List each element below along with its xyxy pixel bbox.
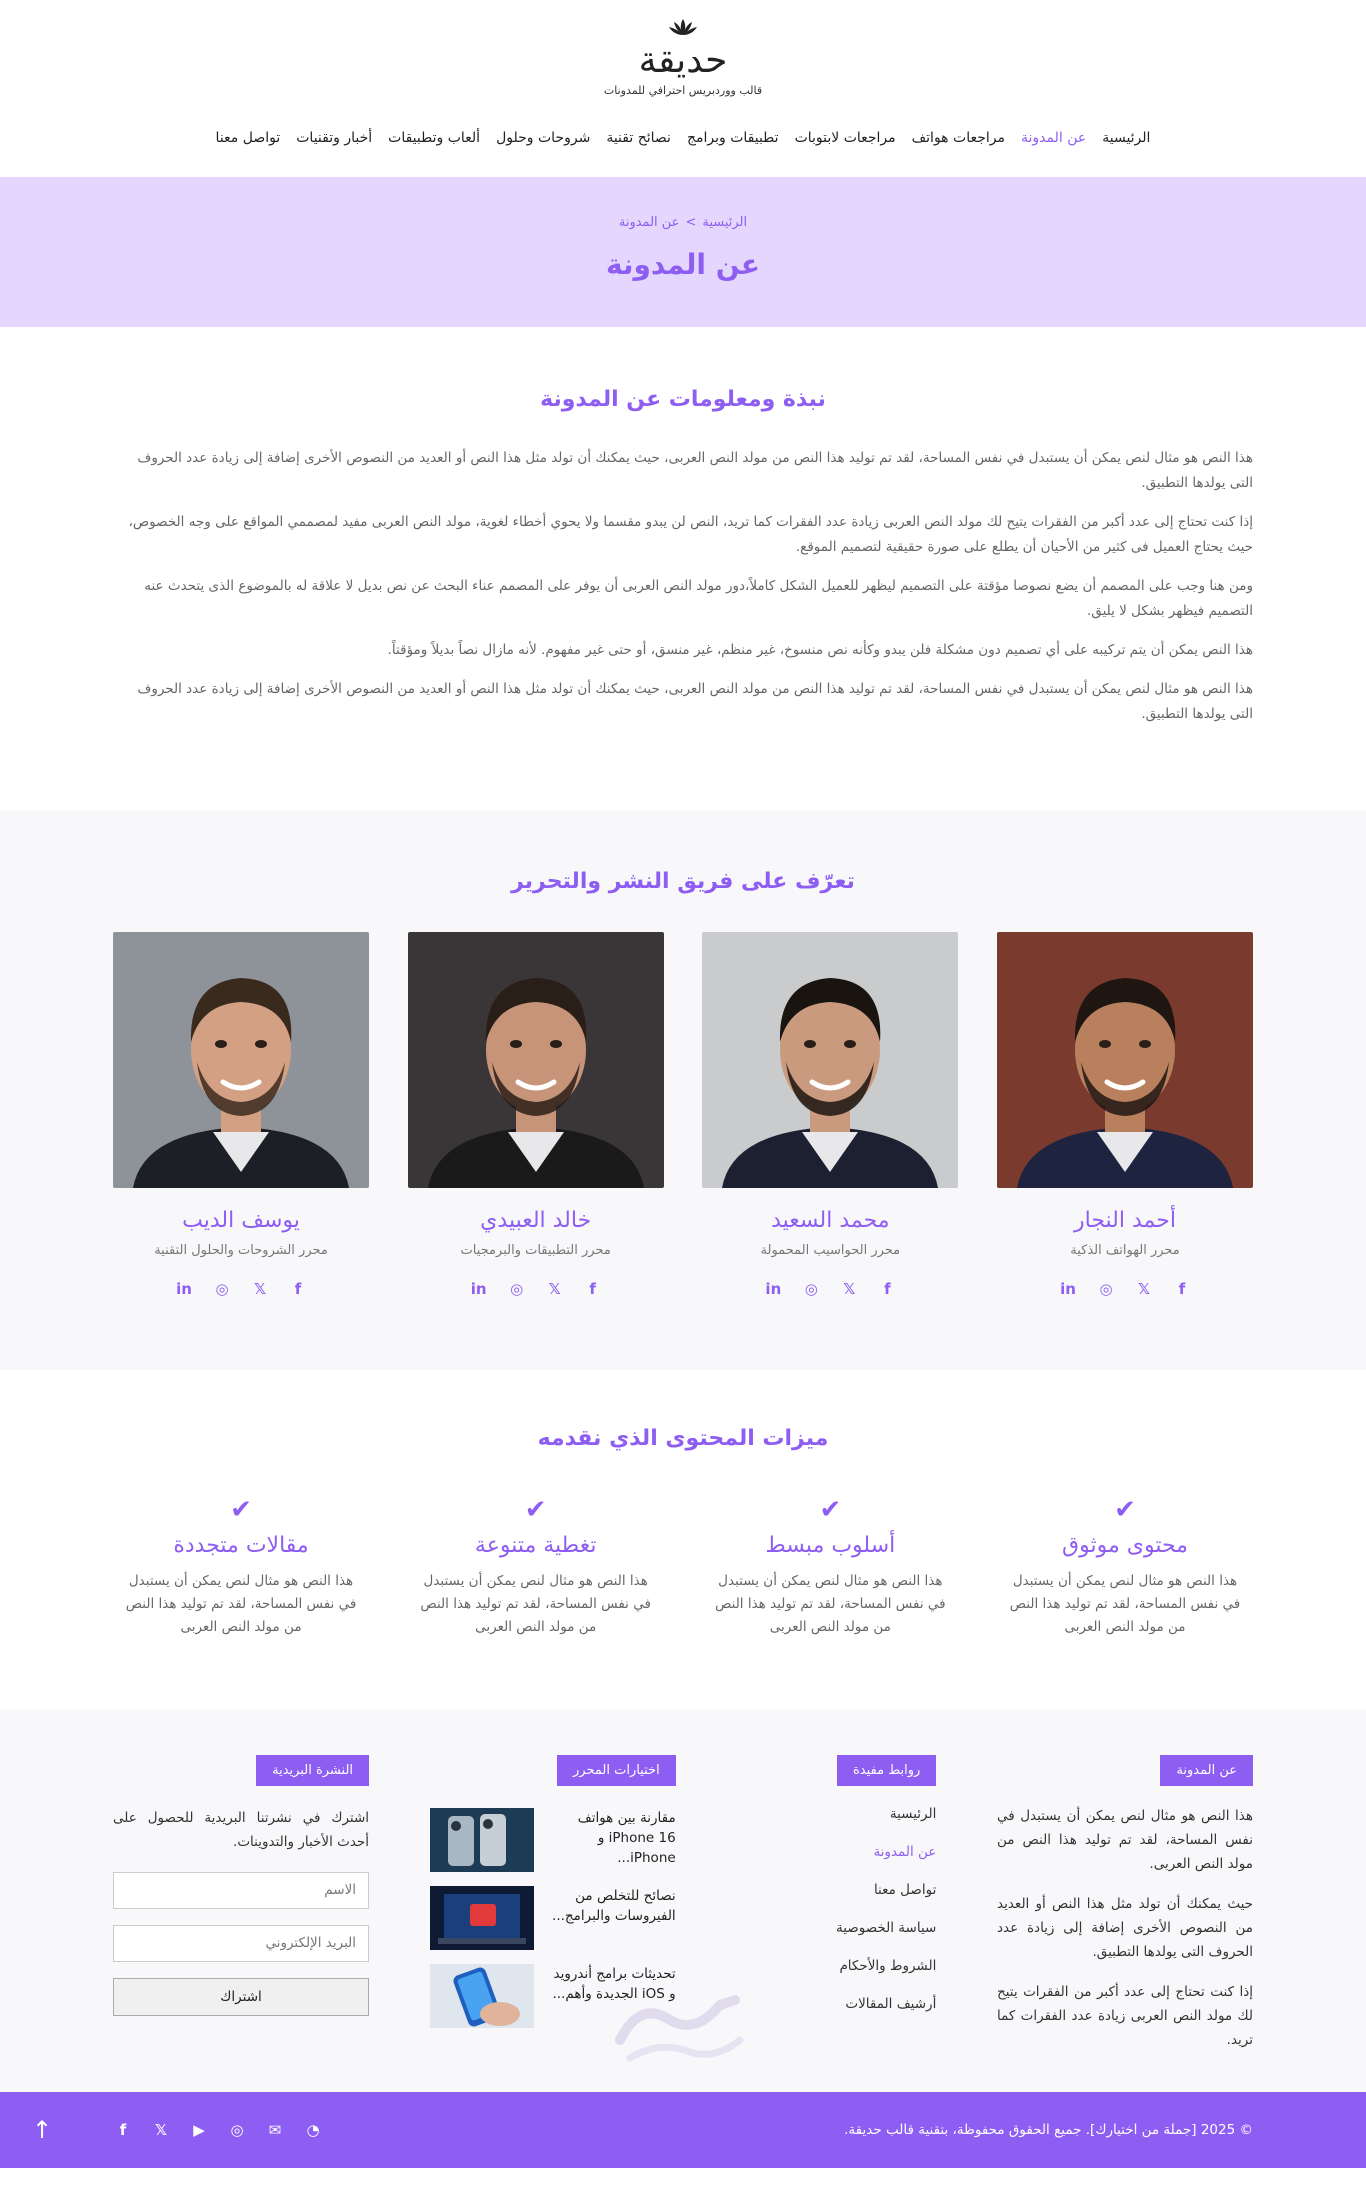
about-paragraph: هذا النص يمكن أن يتم تركيبه على أي تصميم دون مشكلة فلن يبدو وكأنه نص منسوخ، غير منظم، غير منسق، أو حتى غير مفهوم. لأنه مازال نصاً بديلاً ومؤقتاً.	[387, 642, 1253, 658]
portrait-image	[997, 932, 1253, 1188]
editor-pick-title[interactable]: تحديثات برامج أندرويد و iOS الجديدة وأهم...	[552, 1966, 676, 2002]
footer-link[interactable]: عن المدونة	[873, 1844, 937, 1860]
laptop-thumbnail-image	[430, 1886, 534, 1950]
breadcrumb-home-link[interactable]: الرئيسية	[702, 215, 748, 230]
footer-link[interactable]: أرشيف المقالات	[845, 1996, 937, 2012]
portrait-image	[113, 932, 369, 1188]
footer-link[interactable]: الشروط والأحكام	[839, 1958, 937, 1974]
instagram-icon[interactable]: ◎	[1099, 1280, 1113, 1298]
nav-item[interactable]: الرئيسية	[1102, 130, 1151, 146]
editor-pick-title[interactable]: نصائح للتخلص من الفيروسات والبرامج...	[552, 1888, 676, 1924]
rss-icon[interactable]: ◔	[306, 2121, 320, 2139]
feature-title: مقالات متجددة	[173, 1533, 309, 1558]
portrait-image	[408, 932, 664, 1188]
back-to-top-button[interactable]: ↑	[32, 2116, 53, 2144]
bottom-social-icons	[113, 2121, 323, 2139]
team-member-name: محمد السعيد	[771, 1208, 890, 1233]
team-member-name: أحمد النجار	[1074, 1208, 1176, 1233]
about-section	[0, 327, 1366, 811]
breadcrumb-separator: >	[685, 215, 697, 230]
footer-about-title: عن المدونة	[1160, 1755, 1253, 1786]
about-paragraph: إذا كنت تحتاج إلى عدد أكبر من الفقرات يتيح لك مولد النص العربى زيادة عدد الفقرات كما تريد، النص لن يبدو مقسما ولا يحوي أخطاء لغوية، مولد النص العربى مفيد لمصممي المواقع على وجه الخصوص، حيث يحتاج العميل فى كثير من الأحيان أن يطلع على صورة حقيقية لتصميم الموقع.	[128, 514, 1253, 555]
check-icon: ✔	[524, 1495, 547, 1525]
page-hero	[0, 177, 1366, 327]
instagram-icon[interactable]: ◎	[510, 1280, 524, 1298]
mail-icon[interactable]: ✉	[268, 2121, 282, 2139]
logo-tagline: قالب ووردبريس احترافي للمدونات	[603, 84, 763, 97]
footer-about-paragraph: هذا النص هو مثال لنص يمكن أن يستبدل في نفس المساحة، لقد تم توليد هذا النص من مولد النص العربى.	[997, 1808, 1253, 1872]
team-member-card	[113, 932, 369, 1298]
linkedin-icon[interactable]: in	[765, 1280, 782, 1298]
newsletter-name-input[interactable]: الاسم	[113, 1872, 369, 1909]
facebook-icon[interactable]: f	[119, 2121, 127, 2139]
features-section	[0, 1370, 1366, 1709]
team-member-socials	[408, 1280, 664, 1298]
team-member-card	[997, 932, 1253, 1298]
about-paragraph: هذا النص هو مثال لنص يمكن أن يستبدل في نفس المساحة، لقد تم توليد هذا النص من مولد النص العربى، حيث يمكنك أن تولد مثل هذا النص أو العديد من النصوص الأخرى إضافة إلى زيادة عدد الحروف التى يولدها التطبيق.	[137, 681, 1253, 722]
check-icon: ✔	[1114, 1495, 1136, 1525]
facebook-icon[interactable]: f	[294, 1280, 302, 1298]
editor-pick-thumbnail[interactable]	[430, 1886, 534, 1950]
feature-text: هذا النص هو مثال لنص يمكن أن يستبدل في نفس المساحة، لقد تم توليد هذا النص من مولد النص العربى	[1009, 1573, 1241, 1635]
portrait-image	[702, 932, 958, 1188]
editor-pick-title[interactable]: مقارنة بين هواتف iPhone 16 و iPhone...	[577, 1810, 676, 1866]
feature-title: أسلوب مبسط	[765, 1533, 896, 1558]
team-member-name: خالد العبيدي	[480, 1208, 592, 1233]
instagram-icon[interactable]: ◎	[230, 2121, 244, 2139]
footer-about-paragraph: حيث يمكنك أن تولد مثل هذا النص أو العديد من النصوص الأخرى إضافة إلى زيادة عدد الحروف التى يولدها التطبيق.	[997, 1896, 1253, 1960]
feature-card	[997, 1495, 1253, 1639]
nav-item[interactable]: تواصل معنا	[215, 130, 281, 146]
footer-link[interactable]: الرئيسية	[889, 1806, 937, 1822]
nav-item[interactable]: تطبيقات وبرامج	[686, 130, 779, 146]
team-member-photo	[113, 932, 369, 1188]
footer-about-paragraph: إذا كنت تحتاج إلى عدد أكبر من الفقرات يتيح لك مولد النص العربى زيادة عدد الفقرات كما تريد.	[997, 1984, 1253, 2048]
nav-item[interactable]: أخبار وتقنيات	[296, 130, 373, 146]
x-icon[interactable]: 𝕏	[253, 1280, 267, 1298]
footer-picks-title: اختيارات المحرر	[557, 1755, 676, 1786]
footer-about-text	[997, 1804, 1253, 2052]
nav-item[interactable]: مراجعات لابتوبات	[794, 130, 896, 146]
linkedin-icon[interactable]: in	[1060, 1280, 1076, 1298]
nav-item[interactable]: مراجعات هواتف	[911, 130, 1005, 146]
newsletter-subscribe-button[interactable]: اشتراك	[113, 1978, 369, 2016]
bottom-bar	[0, 2092, 1366, 2168]
team-member-role: محرر الشروحات والحلول التقنية	[154, 1243, 328, 1258]
about-title: نبذة ومعلومات عن المدونة	[540, 387, 826, 412]
feature-card	[113, 1495, 369, 1639]
x-icon[interactable]: 𝕏	[154, 2121, 168, 2139]
facebook-icon[interactable]: f	[884, 1280, 891, 1298]
nav-item[interactable]: ألعاب وتطبيقات	[388, 130, 481, 146]
breadcrumb-current: عن المدونة	[618, 215, 680, 230]
team-member-card	[408, 932, 664, 1298]
footer-about	[997, 1755, 1253, 2052]
feature-title: محتوى موثوق	[1062, 1533, 1188, 1558]
footer-newsletter	[113, 1755, 369, 2052]
feature-text: هذا النص هو مثال لنص يمكن أن يستبدل في نفس المساحة، لقد تم توليد هذا النص من مولد النص العربى	[125, 1573, 357, 1635]
team-member-socials	[113, 1280, 369, 1298]
check-icon: ✔	[230, 1495, 252, 1525]
facebook-icon[interactable]: f	[1178, 1280, 1186, 1298]
footer-links-title: روابط مفيدة	[837, 1755, 936, 1786]
footer-widgets	[0, 1709, 1366, 2092]
hand-phone-thumbnail-image	[430, 1964, 534, 2028]
features-grid	[113, 1495, 1253, 1639]
feature-card	[702, 1495, 958, 1639]
feature-card	[408, 1495, 664, 1639]
page-title: عن المدونة	[605, 248, 761, 281]
instagram-icon[interactable]: ◎	[215, 1280, 229, 1298]
youtube-icon[interactable]: ▶	[193, 2121, 205, 2139]
x-icon[interactable]: 𝕏	[548, 1280, 561, 1298]
nav-item[interactable]: نصائح تقنية	[606, 130, 671, 146]
watermark-logo-icon	[600, 1980, 760, 2070]
lotus-logo-icon	[668, 18, 698, 36]
footer-link[interactable]: سياسة الخصوصية	[835, 1920, 937, 1936]
newsletter-text: اشترك في نشرتنا البريدية للحصول على أحدث الأخبار والتدوينات.	[113, 1810, 370, 1850]
about-paragraph: هذا النص هو مثال لنص يمكن أن يستبدل في نفس المساحة، لقد تم توليد هذا النص من مولد النص العربى، حيث يمكنك أن تولد مثل هذا النص أو العديد من النصوص الأخرى إضافة إلى زيادة عدد الحروف التى يولدها التطبيق.	[137, 450, 1253, 491]
team-member-role: محرر الحواسيب المحمولة	[760, 1243, 901, 1258]
nav-item[interactable]: شروحات وحلول	[496, 130, 591, 146]
team-member-card	[702, 932, 958, 1298]
team-section	[0, 811, 1366, 1370]
footer-links	[736, 1755, 936, 2052]
editor-pick-item[interactable]	[430, 1886, 676, 1950]
copyright-text: © 2025 [جملة من اختيارك]. جميع الحقوق محفوظة، بتقنية قالب حديقة.	[844, 2122, 1253, 2138]
editor-pick-item[interactable]	[430, 1808, 676, 1872]
feature-title: تغطية متنوعة	[474, 1533, 597, 1558]
editor-pick-thumbnail[interactable]	[430, 1964, 534, 2028]
linkedin-icon[interactable]: in	[470, 1280, 487, 1298]
x-icon[interactable]: 𝕏	[843, 1280, 856, 1298]
breadcrumb	[0, 215, 1366, 230]
check-icon: ✔	[819, 1495, 842, 1525]
team-member-socials	[702, 1280, 958, 1298]
features-title: ميزات المحتوى الذي نقدمه	[537, 1426, 829, 1451]
editor-pick-thumbnail[interactable]	[430, 1808, 534, 1872]
site-logo[interactable]	[0, 0, 1366, 97]
feature-text: هذا النص هو مثال لنص يمكن أن يستبدل في نفس المساحة، لقد تم توليد هذا النص من مولد النص العربى	[715, 1573, 946, 1635]
team-member-photo	[702, 932, 958, 1188]
footer-links-list	[736, 1806, 936, 2012]
main-nav	[0, 130, 1366, 146]
about-paragraph: ومن هنا وجب على المصمم أن يضع نصوصا مؤقتة على التصميم ليظهر للعميل الشكل كاملاً،دور مولد النص العربى أن يوفر على المصمم عناء البحث عن نص بديل لا علاقة له بالموضوع الذى يتحدث عنه التصميم فيظهر بشكل لا يليق.	[144, 578, 1253, 619]
logo-title: حديقة	[638, 40, 728, 81]
feature-text: هذا النص هو مثال لنص يمكن أن يستبدل في نفس المساحة، لقد تم توليد هذا النص من مولد النص العربى	[420, 1573, 651, 1635]
team-grid	[113, 932, 1253, 1298]
team-member-photo	[408, 932, 664, 1188]
facebook-icon[interactable]: f	[589, 1280, 596, 1298]
team-member-photo	[997, 932, 1253, 1188]
team-member-name: يوسف الديب	[182, 1208, 300, 1233]
footer-link[interactable]: تواصل معنا	[873, 1882, 937, 1898]
newsletter-email-input[interactable]: البريد الإلكتروني	[113, 1925, 369, 1962]
team-member-role: محرر التطبيقات والبرمجيات	[460, 1243, 611, 1258]
about-paragraphs	[113, 446, 1253, 727]
team-member-socials	[997, 1280, 1253, 1298]
instagram-icon[interactable]: ◎	[804, 1280, 818, 1298]
phones-thumbnail-image	[430, 1808, 534, 1872]
x-icon[interactable]: 𝕏	[1137, 1280, 1151, 1298]
linkedin-icon[interactable]: in	[176, 1280, 192, 1298]
site-header	[0, 0, 1366, 177]
newsletter-title: النشرة البريدية	[256, 1755, 369, 1786]
team-member-role: محرر الهواتف الذكية	[1070, 1243, 1180, 1258]
team-title: تعرّف على فريق النشر والتحرير	[511, 869, 855, 894]
nav-item[interactable]: عن المدونة	[1020, 130, 1087, 146]
